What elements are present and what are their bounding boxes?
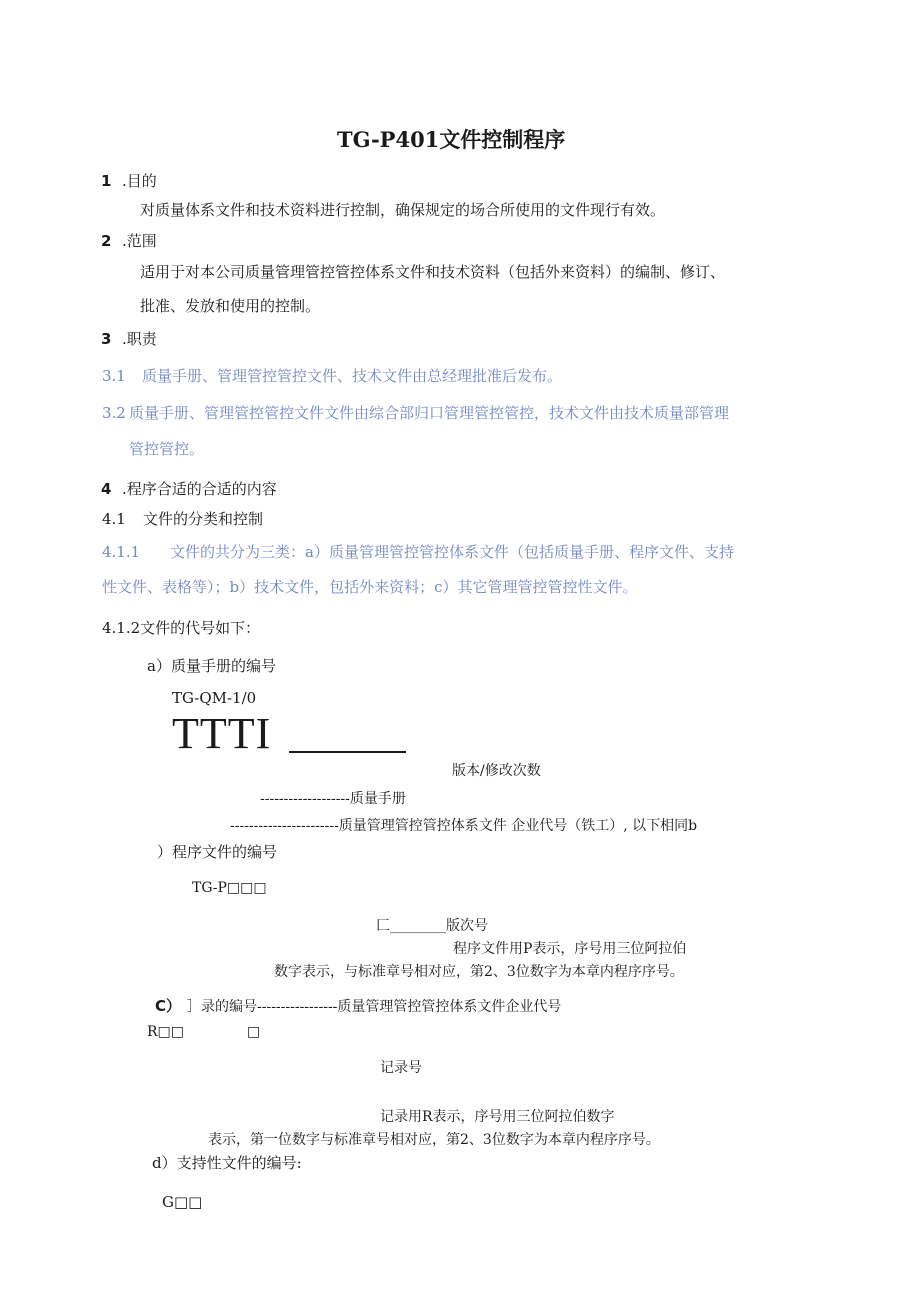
procedure-version-annotation: 匚________版次号 xyxy=(376,918,488,934)
section-2-number: 2 xyxy=(101,232,112,250)
section-2-body-line2: 批准、发放和使用的控制。 xyxy=(140,297,321,315)
quality-manual-annotation: -------------------质量手册 xyxy=(260,791,406,807)
item-4-1-1-number: 4.1.1 xyxy=(102,543,141,561)
section-2-heading: .范围 xyxy=(122,232,157,250)
code-underline xyxy=(289,751,406,753)
supporting-doc-code: G□□ xyxy=(162,1193,203,1211)
item-4-1-1-text-line2: 性文件、表格等）；b）技术文件，包括外来资料；c）其它管理管控管控性文件。 xyxy=(102,578,638,596)
quality-manual-label: a）质量手册的编号 xyxy=(147,657,276,675)
section-3-heading: .职责 xyxy=(122,330,157,348)
section-1-number: 1 xyxy=(101,172,112,190)
item-4-1-text: 文件的分类和控制 xyxy=(143,510,264,528)
procedure-description-line2: 数字表示，与标准章号相对应，第2、3位数字为本章内程序序号。 xyxy=(274,964,684,980)
page-title: TG-P401文件控制程序 xyxy=(337,127,566,152)
supporting-doc-label: d）支持性文件的编号: xyxy=(152,1154,302,1172)
section-4-number: 4 xyxy=(101,480,112,498)
procedure-description-line1: 程序文件用P表示，序号用三位阿拉伯 xyxy=(453,941,687,957)
record-description-line1: 记录用R表示，序号用三位阿拉伯数字 xyxy=(380,1109,615,1125)
item-3-1-number: 3.1 xyxy=(102,367,126,385)
procedure-code: TG-P□□□ xyxy=(192,880,267,896)
section-2-body-line1: 适用于对本公司质量管理管控管控体系文件和技术资料（包括外来资料）的编制、修订、 xyxy=(140,263,726,281)
item-3-1-text: 质量手册、管理管控管控文件、技术文件由总经理批准后发布。 xyxy=(142,367,563,385)
item-3-2-number: 3.2 xyxy=(102,404,126,422)
section-3-number: 3 xyxy=(101,330,112,348)
system-document-annotation: -----------------------质量管理管控管控体系文件 企业代号（铁工）, 以下相同b xyxy=(230,818,698,834)
record-code: R□□ xyxy=(147,1024,184,1040)
section-1-heading: .目的 xyxy=(122,172,157,190)
record-number-annotation: 记录号 xyxy=(380,1060,422,1076)
procedure-label: ）程序文件的编号 xyxy=(157,843,278,861)
item-3-2-text-line1: 质量手册、管理管控管控文件文件由综合部归口管理管控管控，技术文件由技术质量部管理 xyxy=(129,404,730,422)
record-description-line2: 表示，第一位数字与标准章号相对应，第2、3位数字为本章内程序序号。 xyxy=(208,1132,660,1148)
version-annotation: 版本/修改次数 xyxy=(452,763,541,779)
quality-manual-code: TG-QM-1/0 xyxy=(172,689,257,707)
item-4-1-2-text: 4.1.2文件的代号如下： xyxy=(102,619,261,637)
section-4-heading: .程序合适的合适的内容 xyxy=(122,480,277,498)
quality-manual-code-large: TTTI xyxy=(172,709,272,758)
record-label-letter: C） xyxy=(155,997,182,1015)
record-code-box: □ xyxy=(247,1024,261,1040)
record-label: ］录的编号-----------------质量管理管控管控体系文件企业代号 xyxy=(187,999,562,1015)
section-1-body: 对质量体系文件和技术资料进行控制，确保规定的场合所使用的文件现行有效。 xyxy=(140,201,666,219)
item-4-1-1-text-line1: 文件的共分为三类：a）质量管理管控管控体系文件（包括质量手册、程序文件、支持 xyxy=(170,543,734,561)
item-4-1-number: 4.1 xyxy=(102,510,126,528)
item-3-2-text-line2: 管控管控。 xyxy=(129,440,205,458)
